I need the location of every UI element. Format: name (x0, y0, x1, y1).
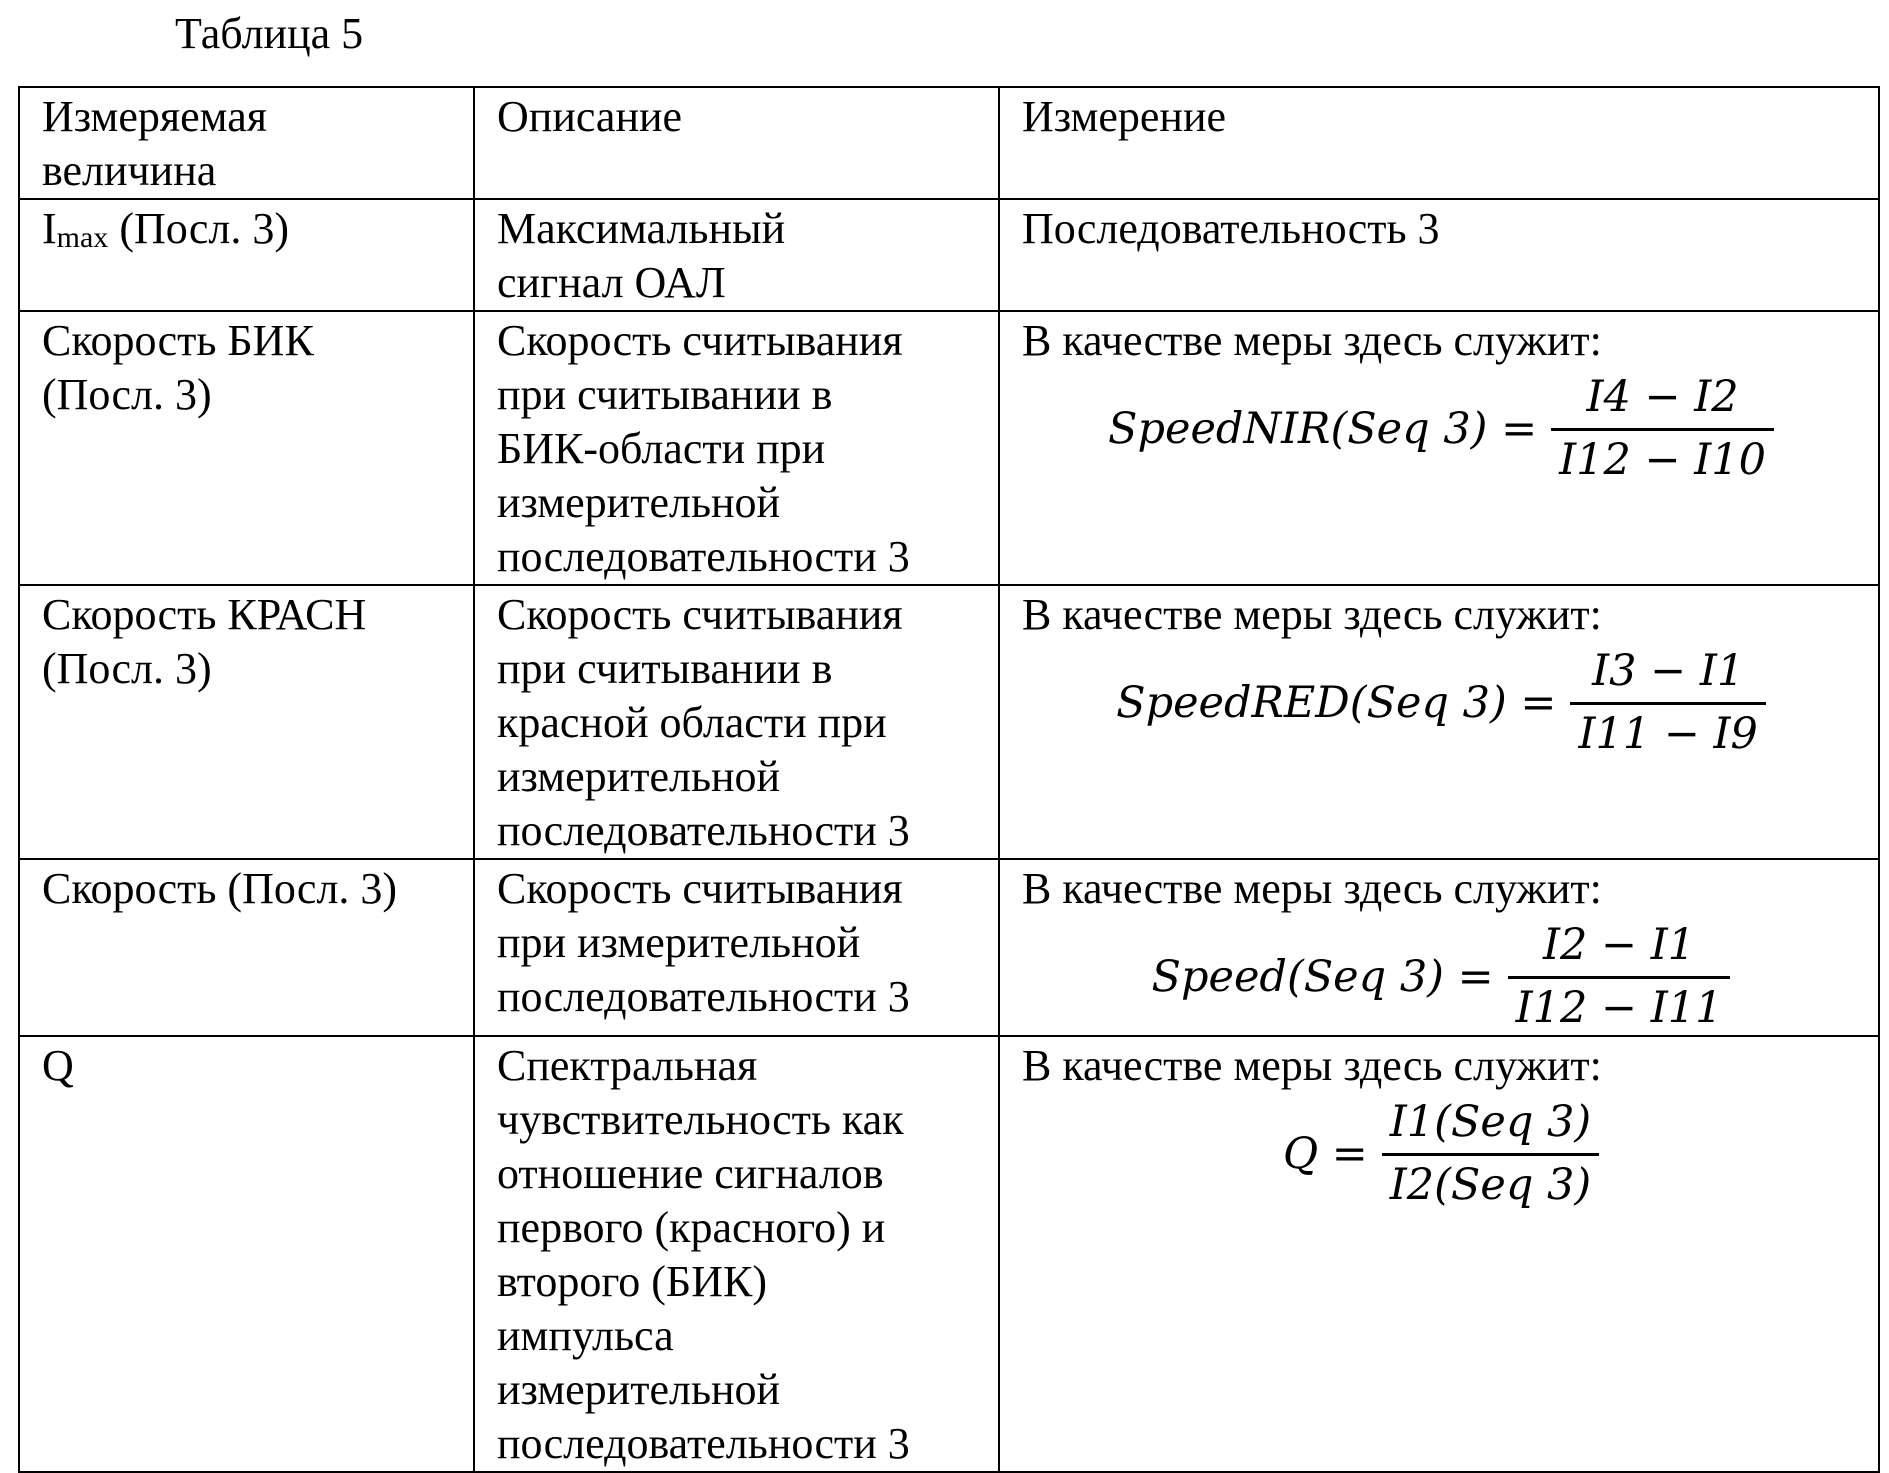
formula-denominator: I11 − I9 (1570, 702, 1765, 761)
description-cell (474, 859, 999, 1036)
quantity-cell (19, 585, 474, 859)
quantity-imax-sub: max (56, 221, 109, 254)
description-text: Спектральная чувствительность как отношение сигналов первого (красного) и второго (БИК) импульса измерительной последовательности 3 (497, 1041, 910, 1468)
formula-denominator: I12 − I10 (1551, 428, 1774, 487)
quantity-cell (19, 199, 474, 311)
quantity-text: Скорость (Посл. 3) (42, 864, 398, 913)
table-header-row (19, 87, 1879, 199)
header-measurement: Измерение (1022, 92, 1227, 141)
formula-denominator: I12 − I11 (1508, 976, 1731, 1035)
measurement-text: В качестве меры здесь служит: (1022, 1041, 1602, 1090)
formula-fraction (1551, 370, 1774, 487)
formula-denominator: I2(Seq 3) (1382, 1153, 1599, 1212)
table-row (19, 1036, 1879, 1472)
quantity-text: Скорость КРАСН (Посл. 3) (42, 590, 367, 693)
quantity-text: Q (42, 1041, 74, 1090)
measurement-cell (999, 585, 1879, 859)
measurement-text: Последовательность 3 (1022, 204, 1440, 253)
description-cell (474, 311, 999, 585)
table-row (19, 199, 1879, 311)
description-cell (474, 585, 999, 859)
formula-numerator: I3 − I1 (1592, 646, 1745, 696)
table-row (19, 311, 1879, 585)
formula-lhs: Speed(Seq 3) = (1151, 951, 1494, 1002)
description-cell (474, 199, 999, 311)
formula-fraction (1508, 918, 1731, 1035)
measurement-text: В качестве меры здесь служит: (1022, 864, 1602, 913)
formula-speed (1022, 918, 1860, 1035)
header-description: Описание (497, 92, 683, 141)
header-cell-description (474, 87, 999, 199)
measurement-cell (999, 311, 1879, 585)
measurement-table (18, 86, 1880, 1473)
formula-lhs: SpeedNIR(Seq 3) = (1108, 403, 1538, 454)
description-text: Скорость считывания при считывании в красной области при измерительной последовательности 3 (497, 590, 910, 855)
quantity-cell (19, 859, 474, 1036)
formula-q (1022, 1095, 1860, 1212)
formula-speednir (1022, 370, 1860, 487)
formula-numerator: I4 − I2 (1586, 372, 1739, 422)
measurement-cell (999, 859, 1879, 1036)
header-cell-quantity (19, 87, 474, 199)
formula-speedred (1022, 644, 1860, 761)
table-caption: Таблица 5 (175, 9, 364, 58)
header-quantity: Измеряемая величина (42, 92, 267, 195)
description-text: Скорость считывания при измерительной последовательности 3 (497, 864, 910, 1021)
quantity-imax-main: I (42, 204, 57, 253)
quantity-cell (19, 1036, 474, 1472)
description-cell (474, 1036, 999, 1472)
formula-fraction (1570, 644, 1765, 761)
quantity-text: Скорость БИК (Посл. 3) (42, 316, 314, 419)
measurement-cell (999, 1036, 1879, 1472)
measurement-text: В качестве меры здесь служит: (1022, 590, 1602, 639)
table-row (19, 585, 1879, 859)
table-row (19, 859, 1879, 1036)
description-text: Максимальный сигнал ОАЛ (497, 204, 786, 307)
quantity-cell (19, 311, 474, 585)
formula-fraction (1382, 1095, 1599, 1212)
header-cell-measurement (999, 87, 1879, 199)
measurement-text: В качестве меры здесь служит: (1022, 316, 1602, 365)
quantity-imax-rest: (Посл. 3) (108, 204, 289, 253)
formula-lhs: SpeedRED(Seq 3) = (1116, 677, 1557, 728)
formula-numerator: I1(Seq 3) (1389, 1097, 1592, 1147)
measurement-cell (999, 199, 1879, 311)
formula-lhs: Q = (1282, 1128, 1368, 1179)
formula-numerator: I2 − I1 (1543, 920, 1696, 970)
description-text: Скорость считывания при считывании в БИК-области при измерительной последовательности 3 (497, 316, 910, 581)
